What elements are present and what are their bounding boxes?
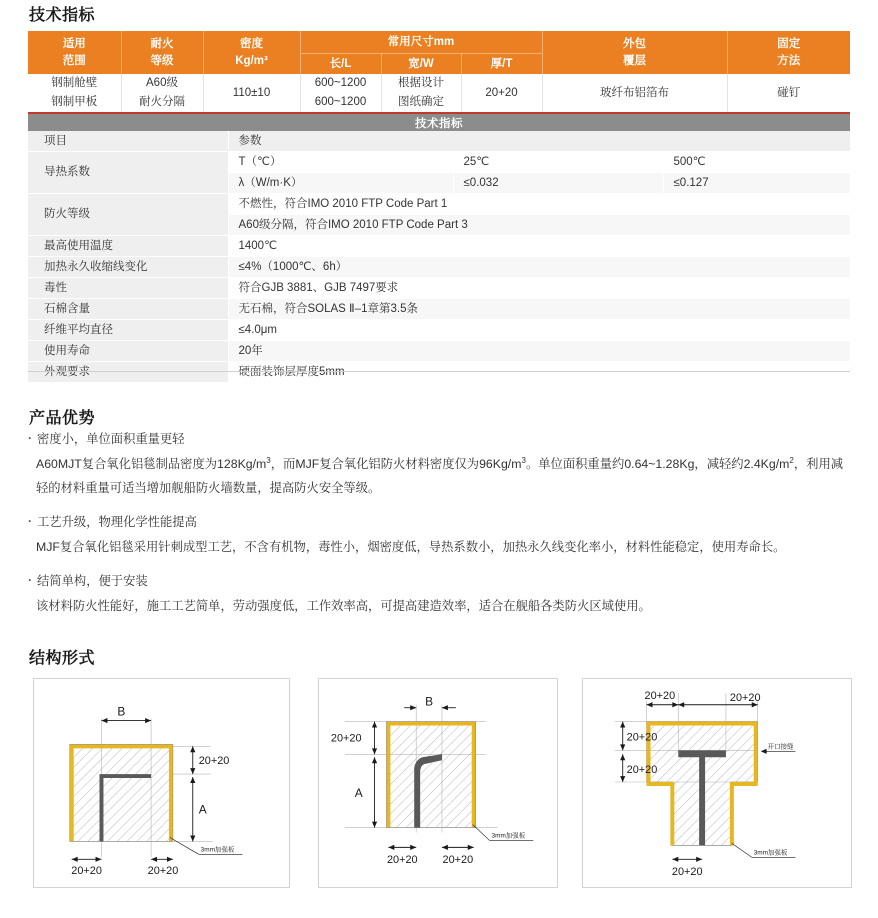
diagram2-note: 3mm加强板 [491,832,526,840]
advantage-text-3: 。单位面积重量约0.64~1.28Kg，减轻约2.4Kg/m [525,457,790,472]
cell-key: 使用寿命 [28,341,228,362]
spec-table-banner: 技术指标 [28,114,850,131]
cell-value: 符合GJB 3881、GJB 7497要求 [228,278,850,299]
cell-lambda-25: ≤0.032 [453,173,663,194]
table-row [28,320,850,341]
cell-lambda-label: λ（W/m·K） [228,173,453,194]
diagram2-label-a: A [354,785,363,800]
advantage-heading: · 工艺升级，物理化学性能提高 [28,511,852,535]
cell-value [228,362,850,383]
cell-key: 纤维平均直径 [28,320,228,341]
th-density-line2: Kg/m³ [235,54,268,67]
diagram1-label-right-dim: 20+20 [147,865,179,878]
th-fire-line2: 等级 [150,54,174,67]
table-row [28,257,850,278]
th-fix-line1: 固定 [777,37,801,50]
cell-value: 20年 [228,341,850,362]
th-wrap-line1: 外包 [623,37,646,50]
specification-table [28,131,850,383]
page-title-advantages: 产品优势 [29,410,96,427]
list-item [28,570,852,619]
table-row [28,299,850,320]
cell-lambda-500: ≤0.127 [663,173,850,194]
th-fixing-method [727,31,850,74]
th-size-group: 常用尺寸mm [300,31,542,54]
cell-fire-rating-line1: 不燃性，符合IMO 2010 FTP Code Part 1 [228,194,850,215]
cell-value: 1400℃ [228,236,850,257]
th-length: 长/L [300,54,381,75]
th-scope-line1: 适用 [62,37,86,50]
cell-width: 图纸确定 [381,93,461,112]
th-thickness: 厚/T [461,54,542,75]
spec-table-bottom-rule [28,371,850,372]
cell-fire-rating-label: 防火等级 [28,194,228,236]
diagram3-label-side-2: 20+20 [626,764,658,777]
th-density [203,31,300,74]
cell-temp-500: 500℃ [663,152,850,173]
table-row [28,362,850,383]
cell-fire-rating-line2: A60级分隔，符合IMO 2010 FTP Code Part 3 [228,215,850,236]
cell-scope: 钢制舱壁 [28,74,121,93]
advantage-body [36,453,852,501]
structure-diagram-deck-tee [582,678,852,888]
diagram2-label-top-dim: 20+20 [330,732,362,745]
diagram1-label-top-dim: 20+20 [198,755,230,768]
cell-conductivity-label: 导热系数 [28,152,228,194]
table-row [28,278,850,299]
advantage-heading: · 密度小，单位面积重量更轻 [28,428,852,452]
advantage-sup-1: 3 [266,455,271,465]
cell-key: 加热永久收缩线变化 [28,257,228,278]
diagram2-label-left-dim: 20+20 [386,854,418,867]
cell-temp-label: T（℃） [228,152,453,173]
diagram1-note: 3mm加强板 [200,846,235,854]
cell-fixing: 碰钉 [727,74,850,112]
th-wrapping [542,31,727,74]
page-title-technical-specs: 技术指标 [29,7,96,24]
table-row-fire-1 [28,194,850,215]
diagram1-label-b: B [117,704,126,719]
cell-value: 无石棉，符合SOLAS Ⅱ–1章第3.5条 [228,299,850,320]
list-item [28,428,852,501]
diagram3-note: 3mm加强板 [753,849,788,857]
th-scope [28,31,121,74]
th-density-line1: 密度 [240,37,263,50]
th-width: 宽/W [381,54,461,75]
cell-key [28,362,228,383]
table-row [28,74,850,93]
table-row-header [28,131,850,152]
list-item [28,511,852,560]
table-row [28,341,850,362]
advantages-list [28,428,852,629]
cell-key: 最高使用温度 [28,236,228,257]
cell-value: ≤4.0μm [228,320,850,341]
cell-fire: 耐火分隔 [121,93,203,112]
cell-key: 石棉含量 [28,299,228,320]
cell-key: 毒性 [28,278,228,299]
table-row [28,236,850,257]
diagram3-label-top-right: 20+20 [729,691,761,704]
cell-density: 110±10 [203,74,300,112]
technical-spec-table [28,31,850,112]
cell-length: 600~1200 [300,93,381,112]
diagram3-label-top-left: 20+20 [644,689,676,702]
diagram3-seam-note: 开口接缝 [767,743,794,751]
cell-col-param: 参数 [228,131,850,152]
diagram-1-svg [34,679,289,887]
advantage-text-2: ，而MJF复合氧化铝防火材料密度仅为96Kg/m [270,457,522,472]
diagram2-label-right-dim: 20+20 [442,854,474,867]
diagram2-label-b: B [425,694,434,709]
diagram1-label-a: A [198,802,207,817]
diagram-3-svg [583,679,851,887]
th-fire-line1: 耐火 [150,37,174,50]
cell-length: 600~1200 [300,74,381,93]
cell-fire: A60级 [121,74,203,93]
th-wrap-line2: 覆层 [623,54,646,67]
cell-scope: 钢制甲板 [28,93,121,112]
advantage-sup-2: 3 [521,455,526,465]
cell-col-item: 项目 [28,131,228,152]
th-scope-line2: 范围 [62,54,86,67]
th-fire-rating [121,31,203,74]
cell-wrapping: 玻纤布铝箔布 [542,74,727,112]
advantage-sup-3: 2 [789,455,794,465]
advantage-body: 该材料防火性能好，施工工艺简单，劳动强度低，工作效率高，可提高建造效率，适合在舰船各类防火区域使用。 [36,598,651,613]
advantage-text-1: A60MJT复合氧化铝毯制品密度为128Kg/m [36,457,267,472]
page-title-structure: 结构形式 [29,650,96,667]
advantage-heading: · 结简单构，便于安装 [28,570,852,594]
cell-temp-25: 25℃ [453,152,663,173]
diagram3-label-side-1: 20+20 [626,731,658,744]
diagram1-label-left-dim: 20+20 [71,865,102,878]
cell-thickness: 20+20 [461,74,542,112]
advantage-body: MJF复合氧化铝毯采用针刺成型工艺，不含有机物，毒性小，烟密度低，导热系数小，加热永久线变化率小，材料性能稳定，使用寿命长。 [36,539,786,554]
table-row-conductivity-1 [28,152,850,173]
structure-diagram-bulkhead [33,678,290,888]
th-fix-line2: 方法 [777,54,801,67]
advantage-text-4: ，利用减轻的材料重量可适当增加舰船防火墙数量，提高防火安全等级。 [36,457,844,496]
diagram-2-svg [319,679,557,887]
cell-width: 根据设计 [381,74,461,93]
structure-diagram-stiffener [318,678,558,888]
cell-value: ≤4%（1000℃、6h） [228,257,850,278]
diagram3-label-bottom: 20+20 [671,866,703,879]
